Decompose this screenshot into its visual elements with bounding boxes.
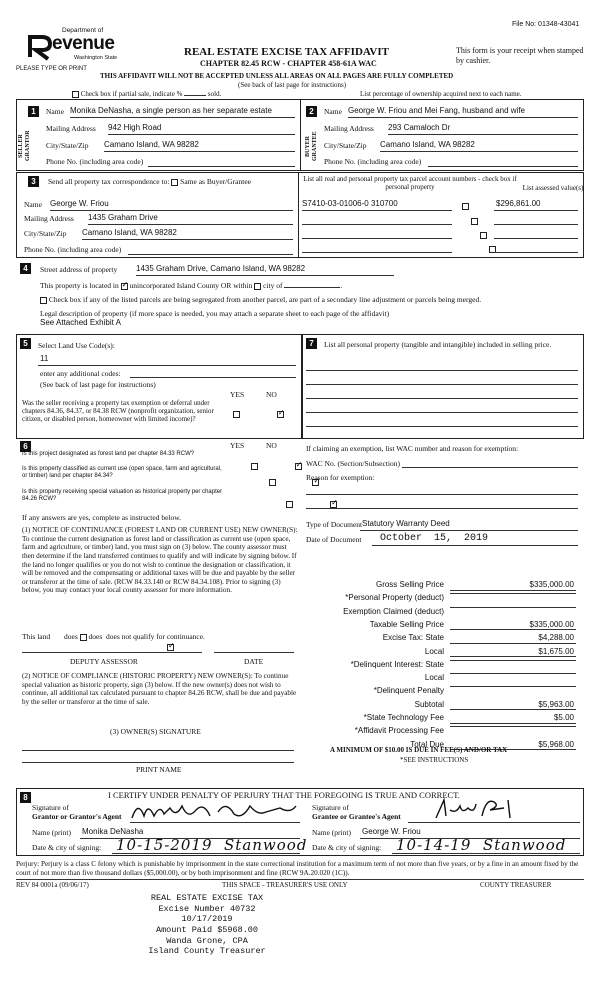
continuance-notice: (1) NOTICE OF CONTINUANCE (FOREST LAND OR CURRENT USE) NEW OWNER(S): To continue the current designation as forest land or classification as current use (open space, farm and agriculture, or timber) land, you must sign on (3) below. The county assessor must then determine if the land transferred continues to qualify and will indicate by signing below. If the land no longer qualifies or you do not wish to continue the designation or classification, it will be removed and the compensating or additional taxes will be due and payable by the seller or transferor at the time of sale. (RCW 84.33.140 or RCW 84.34.108). Prior to signing (3) below, you may contact your local county assessor for more information. <box>22 526 298 595</box>
seller-mail-field[interactable]: 942 High Road <box>108 123 162 132</box>
logo-state: Washington State <box>74 55 118 61</box>
delinquent-interest-state-value[interactable] <box>450 660 576 661</box>
same-as-buyer-label: Same as Buyer/Grantee <box>180 177 251 186</box>
seller-city-field[interactable]: Camano Island, WA 98282 <box>104 140 199 149</box>
excise-tax-state-label: Excise Tax: State <box>382 633 444 643</box>
grantee-print-name[interactable]: George W. Friou <box>362 827 421 836</box>
personal-property-line-5[interactable] <box>306 426 578 427</box>
affidavit-processing-fee-label: *Affidavit Processing Fee <box>354 726 444 736</box>
corr-city-field[interactable]: Camano Island, WA 98282 <box>82 228 177 237</box>
wac-label: WAC No. (Section/Subsection) <box>306 459 400 468</box>
grantee-date-label: Date & city of signing: <box>312 843 382 852</box>
sec5-no-header: NO <box>266 390 277 399</box>
print-name-label: PRINT NAME <box>136 765 182 774</box>
state-technology-fee-row <box>306 713 576 724</box>
legal-description[interactable]: See Attached Exhibit A <box>40 318 121 327</box>
land-use-see-back: (See back of last page for instructions) <box>40 380 156 389</box>
grantee-signature[interactable] <box>430 796 530 822</box>
seller-mail-label: Mailing Address <box>46 124 96 133</box>
assessed-value-3[interactable] <box>494 238 578 239</box>
grantor-date-city[interactable]: 10-15-2019 Stanwood <box>116 836 308 854</box>
section-7-marker: 7 <box>306 338 317 349</box>
personal-property-checkbox-2[interactable] <box>471 218 478 225</box>
grantee-name-label: Name (print) <box>312 828 351 837</box>
please-type: PLEASE TYPE OR PRINT <box>16 66 87 72</box>
personal-property-line-2[interactable] <box>306 384 578 385</box>
compliance-notice: (2) NOTICE OF COMPLIANCE (HISTORIC PROPERTY) NEW OWNER(S): To continue special valuation as historic property, sign (3) below. If the new owner(s) does not wish to continue, all additional tax calculated pursuant to chapter 84.26 RCW, shall be due and payable by the seller or transferor at the time of sale. <box>22 672 297 706</box>
city-checkbox[interactable] <box>254 283 261 290</box>
corr-mail-label: Mailing Address <box>24 214 74 223</box>
grantor-sig-label-a: Signature of <box>32 803 69 812</box>
buyer-city-label: City/State/Zip <box>324 141 367 150</box>
buyer-city-field[interactable]: Camano Island, WA 98282 <box>380 140 475 149</box>
gross-selling-price-row <box>306 580 576 591</box>
seller-name-field[interactable]: Monika DeNasha, a single person as her separate estate <box>70 106 272 115</box>
corr-name-label: Name <box>24 200 42 209</box>
form-revision: REV 84 0001a (09/06/17) <box>16 881 89 889</box>
logo-word: evenue <box>52 33 115 54</box>
list-pct-note: List percentage of ownership acquired next to each name. <box>360 90 522 98</box>
corr-city-label: City/State/Zip <box>24 229 67 238</box>
reason-field-1[interactable] <box>306 494 578 495</box>
stamp-line-amount: Amount Paid $5968.00 <box>155 924 259 935</box>
seller-side-label: SELLER GRANTOR <box>18 130 32 162</box>
taxable-selling-price-value[interactable]: $335,000.00 <box>450 620 576 631</box>
exemption-claimed-label: Exemption Claimed (deduct) <box>343 606 444 616</box>
delinquent-penalty-value[interactable] <box>450 686 576 687</box>
wac-field[interactable] <box>402 467 578 468</box>
sec6-yes-header: YES <box>230 441 245 450</box>
personal-property-deduct-row <box>306 593 576 604</box>
excise-tax-state-row <box>306 633 576 644</box>
historic-no-checkbox[interactable] <box>330 501 337 508</box>
total-due-value[interactable]: $5,968.00 <box>450 740 576 751</box>
segregated-checkbox[interactable] <box>40 297 47 304</box>
located-row: This property is located in ✓ unincorporated Island County OR within city of . <box>40 281 342 290</box>
corr-phone-field[interactable] <box>128 254 293 255</box>
buyer-phone-field[interactable] <box>428 166 578 167</box>
assessed-value-2[interactable] <box>494 224 578 225</box>
personal-property-deduct-label: *Personal Property (deduct) <box>345 593 444 603</box>
exemption-claimed-value[interactable] <box>450 607 576 608</box>
sec5-yes-header: YES <box>230 390 245 399</box>
partial-sale-label: Check box if partial sale, indicate % <box>80 90 183 98</box>
delinquent-interest-local-row <box>306 673 576 684</box>
personal-property-line-1[interactable] <box>306 370 578 371</box>
subtotal-value[interactable]: $5,963.00 <box>450 700 576 711</box>
gross-selling-price-value[interactable]: $335,000.00 <box>450 580 576 591</box>
buyer-mail-field[interactable]: 293 Camaloch Dr <box>388 123 451 132</box>
buyer-mail-label: Mailing Address <box>324 124 374 133</box>
exemption-label: If claiming an exemption, list WAC number and reason for exemption: <box>306 444 519 453</box>
section-1-marker: 1 <box>28 106 39 117</box>
dor-logo <box>26 27 126 65</box>
doc-type-label: Type of Document <box>306 520 363 529</box>
assessed-value-4[interactable] <box>494 252 578 253</box>
form-subtitle: CHAPTER 82.45 RCW - CHAPTER 458-61A WAC <box>200 59 377 68</box>
forest-no-checkbox[interactable] <box>295 463 302 470</box>
does-not-qualify-checkbox[interactable] <box>167 644 174 651</box>
print-name-line[interactable] <box>22 762 294 763</box>
deputy-assessor-line[interactable] <box>22 652 202 653</box>
subtotal-label: Subtotal <box>414 699 444 709</box>
grantor-name-label: Name (print) <box>32 828 71 837</box>
does-not-label: does not qualify for continuance. <box>106 632 205 641</box>
certify-statement: I CERTIFY UNDER PENALTY OF PERJURY THAT THE FOREGOING IS TRUE AND CORRECT. <box>108 790 460 800</box>
seller-city-label: City/State/Zip <box>46 141 89 150</box>
section-8-marker: 8 <box>20 792 31 803</box>
reason-field-2[interactable] <box>306 508 578 509</box>
street-label: Street address of property <box>40 265 118 274</box>
assessed-value-1[interactable]: $296,861.00 <box>496 199 541 208</box>
delinquent-interest-local-value[interactable] <box>450 673 576 674</box>
additional-codes-label: enter any additional codes: <box>40 369 121 378</box>
excise-tax-local-row <box>306 647 576 658</box>
stamp-line-title: REAL ESTATE EXCISE TAX <box>150 893 264 903</box>
see-instructions-note: *SEE INSTRUCTIONS <box>400 756 469 764</box>
minimum-due-note: A MINIMUM OF $10.00 IS DUE IN FEE(S) AND/OR TAX <box>330 746 508 754</box>
historic-yes-checkbox[interactable] <box>286 501 293 508</box>
land-use-code[interactable]: 11 <box>40 354 49 363</box>
exemption-no-checkbox[interactable] <box>277 411 284 418</box>
delinquent-interest-state-row <box>306 660 576 671</box>
personal-property-line-4[interactable] <box>306 412 578 413</box>
same-as-buyer-checkbox[interactable] <box>171 179 178 186</box>
unincorporated-checkbox[interactable] <box>121 283 128 290</box>
logo-r-icon <box>26 33 54 61</box>
delinquent-interest-local-label: Local <box>424 673 444 683</box>
grantee-date-city[interactable]: 10-14-19 Stanwood <box>396 836 567 854</box>
stamp-line-excise-number: Excise Number 40732 <box>158 903 256 914</box>
seller-name-label: Name <box>46 107 64 116</box>
doc-date-label: Date of Document <box>306 535 362 544</box>
excise-tax-local-label: Local <box>424 646 444 656</box>
delinquent-penalty-label: *Delinquent Penalty <box>373 686 444 696</box>
deputy-date-label: DATE <box>244 657 264 666</box>
taxable-selling-price-label: Taxable Selling Price <box>369 619 444 629</box>
parcel-number-2[interactable] <box>302 224 452 225</box>
section-2-marker: 2 <box>306 106 317 117</box>
seller-phone-field[interactable] <box>148 166 295 167</box>
send-correspondence-row <box>48 177 251 186</box>
legal-label: Legal description of property (if more space is needed, you may attach a separate sheet to each page of the affidavit) <box>40 309 390 318</box>
current-use-question: Is this property classified as current use (open space, farm and agricultural, or timber) land per chapter 84.34? <box>22 466 222 480</box>
grantor-signature[interactable] <box>130 798 300 824</box>
parcel-number-4[interactable] <box>302 252 452 253</box>
grantor-sig-label-b: Grantor or Grantor's Agent <box>32 812 122 821</box>
owner-signature-label: (3) OWNER(S) SIGNATURE <box>110 727 201 736</box>
receipt-note: This form is your receipt when stamped by cashier. <box>456 46 584 65</box>
buyer-side-label: BUYER GRANTEE <box>305 131 319 161</box>
deputy-assessor-label: DEPUTY ASSESSOR <box>70 657 138 666</box>
stamp-line-date: 10/17/2019 <box>181 914 233 925</box>
grantee-sig-label-b: Grantee or Grantee's Agent <box>312 812 401 821</box>
excise-tax-local-value[interactable]: $1,675.00 <box>450 647 576 658</box>
doc-type-field[interactable]: Statutory Warranty Deed <box>362 519 450 528</box>
total-due-label: Total Due <box>410 739 444 749</box>
land-use-label: Select Land Use Code(s): <box>38 341 115 350</box>
file-number: File No: 01348-43041 <box>512 21 580 28</box>
section-3-marker: 3 <box>28 176 39 187</box>
deputy-date-line[interactable] <box>214 652 294 653</box>
warning: THIS AFFIDAVIT WILL NOT BE ACCEPTED UNLESS ALL AREAS ON ALL PAGES ARE FULLY COMPLETED <box>100 72 454 80</box>
partial-sale-row <box>72 90 221 98</box>
parcel-number-1[interactable]: S7410-03-01006-0 310700 <box>302 199 398 208</box>
forest-question: Is this project designated as forest land per chapter 84.33 RCW? <box>22 451 195 457</box>
current-use-yes-checkbox[interactable] <box>269 479 276 486</box>
personal-property-label: List all personal property (tangible and intangible) included in selling price. <box>324 340 552 349</box>
see-back-note: (See back of last page for instructions) <box>238 81 347 89</box>
seller-phone-label: Phone No. (including area code) <box>46 157 144 166</box>
grantor-print-name[interactable]: Monika DeNasha <box>82 827 144 836</box>
section-7-box <box>302 334 584 439</box>
parcel-header: List all real and personal property tax parcel account numbers - check box if personal property <box>303 175 517 192</box>
exemption-yes-checkbox[interactable] <box>233 411 240 418</box>
additional-codes-field[interactable] <box>130 377 296 378</box>
grantee-sig-label-a: Signature of <box>312 803 349 812</box>
subtotal-row <box>306 700 576 711</box>
historic-question: Is this property receiving special valuation as historical property per chapter 84.26 RCW? <box>22 489 223 503</box>
qualify-row: This land does does <box>22 632 103 641</box>
corr-name-field[interactable]: George W. Friou <box>50 199 109 208</box>
perjury-notice: Perjury: Perjury is a class C felony which is punishable by imprisonment in the state correctional institution for a maximum term of not more than five years, or by a fine in an amount fixed by the court of not more than five thousand dollars ($5,000.00), or by both imprisonment and fine (RCW 9A.20.020 (1C)). <box>16 860 579 877</box>
exemption-question: Was the seller receiving a property tax exemption or deferral under chapters 84.36, 84.37, or 84.38 RCW (nonprofit organization, senior citizen, or disabled person, homeowner with limited income)? <box>22 399 214 424</box>
state-technology-fee-label: *State Technology Fee <box>363 713 444 722</box>
segregated-row: Check box if any of the listed parcels are being segregated from another parcel, are part of a secondary line adjustment or parcels being merged. <box>40 295 481 304</box>
personal-property-checkbox-1[interactable] <box>462 203 469 210</box>
treasurer-use-label: THIS SPACE - TREASURER'S USE ONLY <box>222 881 348 889</box>
grantor-date-label: Date & city of signing: <box>32 843 102 852</box>
does-qualify-checkbox[interactable] <box>80 634 87 641</box>
section-4-marker: 4 <box>20 263 31 274</box>
delinquent-penalty-row <box>306 686 576 697</box>
stamp-line-treasurer-office: Island County Treasurer <box>148 946 266 957</box>
exemption-claimed-row <box>306 607 576 618</box>
gross-selling-price-label: Gross Selling Price <box>375 580 444 589</box>
taxable-selling-price-row <box>306 620 576 631</box>
forest-yes-checkbox[interactable] <box>251 463 258 470</box>
owner-signature-line[interactable] <box>22 750 294 751</box>
section-6-marker: 6 <box>20 441 31 452</box>
treasurer-stamp <box>132 893 282 957</box>
partial-sale-checkbox[interactable] <box>72 91 79 98</box>
city-field[interactable] <box>284 287 340 288</box>
personal-property-deduct-value[interactable] <box>450 593 576 594</box>
personal-property-line-3[interactable] <box>306 398 578 399</box>
personal-property-checkbox-3[interactable] <box>480 232 487 239</box>
buyer-phone-label: Phone No. (including area code) <box>324 157 422 166</box>
state-technology-fee-value[interactable]: $5.00 <box>450 713 576 724</box>
street-field[interactable]: 1435 Graham Drive, Camano Island, WA 98282 <box>136 264 306 273</box>
partial-pct-field[interactable] <box>184 95 206 96</box>
section-5-marker: 5 <box>20 338 31 349</box>
logo-dept-line: Department of <box>62 27 104 34</box>
affidavit-processing-fee-row <box>306 726 576 737</box>
send-label: Send all property tax correspondence to: <box>48 177 170 186</box>
excise-tax-state-value[interactable]: $4,288.00 <box>450 633 576 644</box>
county-treasurer-label: COUNTY TREASURER <box>480 881 552 889</box>
delinquent-interest-state-label: *Delinquent Interest: State <box>350 659 444 669</box>
sold-label: sold. <box>207 90 222 98</box>
sec6-no-header: NO <box>266 441 277 450</box>
affidavit-processing-fee-value[interactable] <box>450 726 576 727</box>
value-header: List assessed value(s) <box>522 184 584 192</box>
reason-label: Reason for exemption: <box>306 473 375 482</box>
form-title: REAL ESTATE EXCISE TAX AFFIDAVIT <box>184 46 389 58</box>
if-yes-note: If any answers are yes, complete as instructed below. <box>22 513 182 522</box>
buyer-name-label: Name <box>324 107 342 116</box>
buyer-name-field[interactable]: George W. Friou and Mei Fang, husband and wife <box>348 106 525 115</box>
corr-mail-field[interactable]: 1435 Graham Drive <box>88 213 158 222</box>
corr-phone-label: Phone No. (including area code) <box>24 245 122 254</box>
parcel-number-3[interactable] <box>302 238 452 239</box>
stamp-line-treasurer-name: Wanda Grone, CPA <box>166 935 248 946</box>
doc-date-field[interactable]: October 15, 2019 <box>380 533 489 544</box>
